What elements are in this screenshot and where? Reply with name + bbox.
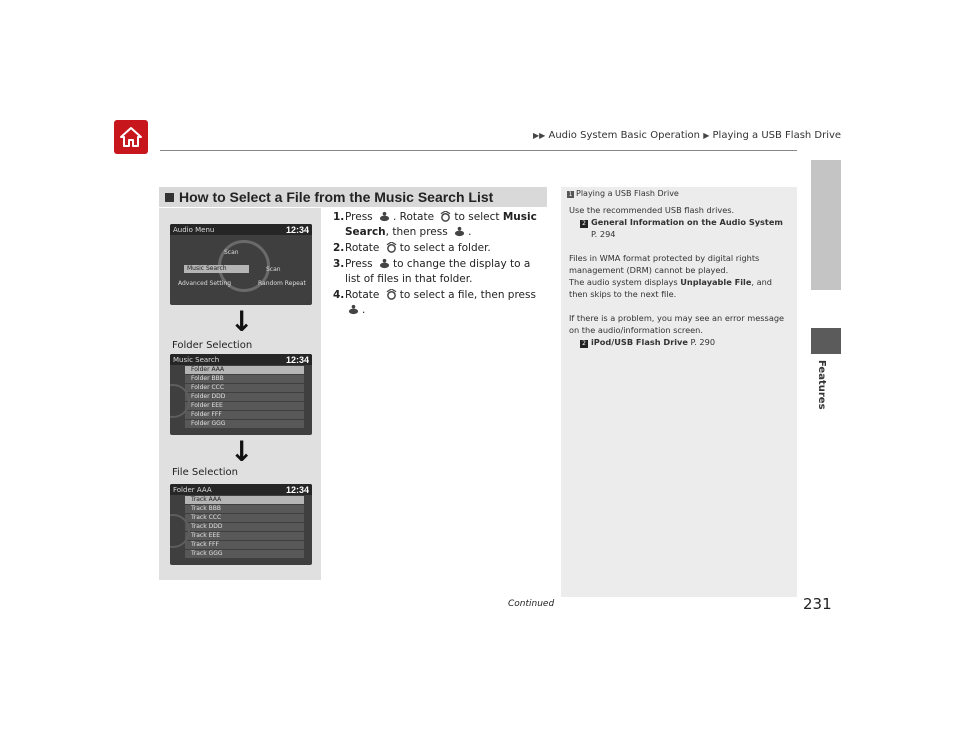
list-item: Track GGG [185,550,304,558]
note-body [569,204,791,360]
folder-selection-label: Folder Selection [172,340,253,351]
step-number: 2. [333,242,345,254]
continued-label: Continued [508,599,555,609]
step-text: to select [454,211,500,223]
list-item: Folder BBB [185,375,304,383]
down-arrow-icon: ↓ [230,305,254,338]
menu-item-selected: Music Search [184,265,249,273]
screen-clock: 12:34 [285,354,309,365]
list-item: Track CCC [185,514,304,522]
list-item: Track AAA [185,496,304,504]
cross-reference[interactable] [569,217,783,227]
rotate-icon [440,211,451,222]
breadcrumb-item[interactable]: Audio System Basic Operation [548,130,700,141]
reference-title[interactable]: iPod/USB Flash Drive [591,337,688,347]
menu-item: Advanced Setting [178,280,232,287]
down-arrow-icon: ↓ [230,435,254,468]
step-number: 3. [333,258,345,270]
press-icon [348,304,359,315]
note-text: , and then skips to the next file. [569,277,772,299]
folder-tracks-screen [170,484,312,565]
side-tab-active[interactable] [811,328,841,354]
screen-title: Music Search [173,355,220,364]
note-marker-icon: 1 [568,191,573,198]
reference-title[interactable]: General Information on the Audio System [591,217,783,227]
step-1 [333,210,543,240]
screen-clock: 12:34 [285,224,309,235]
step-text: Rotate [345,289,380,301]
section-title: How to Select a File from the Music Search List [179,189,494,205]
list-item: Track FFF [185,541,304,549]
figure-panel [159,208,321,580]
section-square-icon [165,193,174,202]
header-divider [160,150,797,151]
breadcrumb-item[interactable]: Playing a USB Flash Drive [712,130,842,141]
menu-item: Scan [266,266,281,273]
step-text: Press [345,258,373,270]
step-text: to change the display to a list of files in that folder. [345,258,531,285]
reference-icon: 2 [580,340,588,348]
steps-list [333,210,543,319]
rotate-icon [386,242,397,253]
list-item: Folder AAA [185,366,304,374]
note-text: The audio system displays [569,277,678,287]
page-number: 231 [803,595,832,613]
home-button[interactable] [114,120,148,154]
breadcrumb-arrow-icon: ▶ [703,131,710,140]
note-title [567,189,679,198]
list-item: Folder GGG [185,420,304,428]
note-text: Files in WMA format protected by digital rights management (DRM) cannot be played. [569,253,760,275]
note-text: Use the recommended USB flash drives. [569,205,735,215]
step-text: to select a folder. [399,242,491,254]
step-text: . [468,226,472,238]
audio-menu-screen [170,224,312,305]
step-number: 1. [333,211,345,223]
note-title-text: Playing a USB Flash Drive [576,189,679,198]
step-text: Press [345,211,373,223]
screen-clock: 12:34 [285,484,309,495]
press-icon [454,226,465,237]
step-number: 4. [333,289,345,301]
cross-reference[interactable] [569,337,715,347]
file-selection-label: File Selection [172,467,238,478]
step-text: . [362,304,366,316]
note-sidebar [561,187,797,597]
note-text: If there is a problem, you may see an error message on the audio/information screen. [569,313,785,335]
reference-icon: 2 [580,220,588,228]
step-text: . Rotate [392,211,435,223]
side-tab-label: Features [816,360,827,410]
step-4 [333,288,543,318]
screen-title: Audio Menu [173,225,215,234]
list-item: Folder DDD [185,393,304,401]
note-bold: Unplayable File [680,277,752,287]
screen-title: Folder AAA [173,485,212,494]
step-2 [333,241,543,256]
list-item: Track EEE [185,532,304,540]
press-icon [379,258,390,269]
list-item: Folder FFF [185,411,304,419]
step-text: to select a file, then press [399,289,536,301]
music-search-screen [170,354,312,435]
step-text: Rotate [345,242,380,254]
step-text: , then press [385,226,448,238]
press-icon [379,211,390,222]
menu-item: Scan [224,249,239,256]
breadcrumb-arrow-icon: ▶▶ [533,131,546,140]
list-item: Folder EEE [185,402,304,410]
reference-page[interactable]: P. 290 [690,337,716,347]
list-item: Track DDD [185,523,304,531]
home-icon [119,126,143,148]
reference-page[interactable]: P. 294 [591,229,616,239]
list-item: Folder CCC [185,384,304,392]
section-heading [159,187,547,207]
step-bold: Music Search [345,211,537,238]
menu-item: Random Repeat [258,280,306,287]
side-tab-gray [811,160,841,290]
rotate-icon [386,289,397,300]
list-item: Track BBB [185,505,304,513]
step-3 [333,257,543,287]
breadcrumb [533,130,841,141]
